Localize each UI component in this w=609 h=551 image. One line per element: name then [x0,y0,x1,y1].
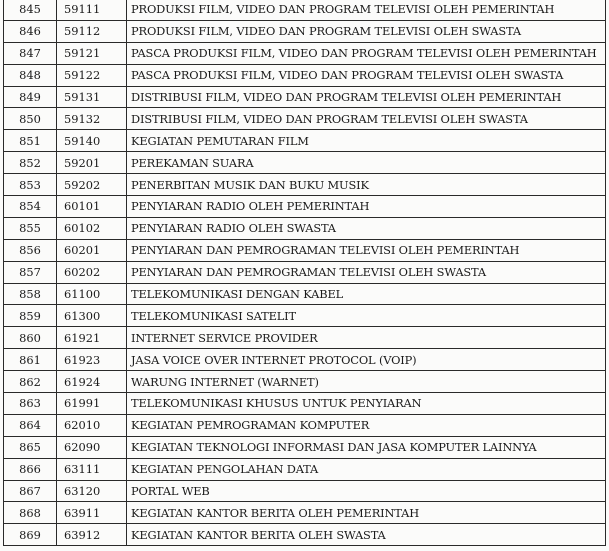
kbli-code-cell: 61924 [57,371,127,393]
table-row [4,458,606,480]
table-row [4,239,606,261]
row-number-cell: 851 [4,130,57,152]
table-row [4,414,606,436]
activity-description-cell: PENYIARAN DAN PEMROGRAMAN TELEVISI OLEH SWASTA [127,261,606,283]
table-row [4,86,606,108]
kbli-code-cell: 59121 [57,42,127,64]
kbli-code-cell: 60201 [57,239,127,261]
kbli-code-cell: 63912 [57,524,127,546]
row-number-cell: 849 [4,86,57,108]
kbli-code-cell: 59202 [57,174,127,196]
row-number-cell: 862 [4,371,57,393]
kbli-code-cell: 60202 [57,261,127,283]
table-row [4,283,606,305]
row-number-cell: 860 [4,327,57,349]
activity-description-cell: TELEKOMUNIKASI DENGAN KABEL [127,283,606,305]
table-row [4,174,606,196]
activity-description-cell: TELEKOMUNIKASI SATELIT [127,305,606,327]
activity-description-cell: PENERBITAN MUSIK DAN BUKU MUSIK [127,174,606,196]
table-row [4,0,606,20]
activity-description-cell: PENYIARAN DAN PEMROGRAMAN TELEVISI OLEH PEMERINTAH [127,239,606,261]
row-number-cell: 858 [4,283,57,305]
kbli-code-cell: 59201 [57,152,127,174]
row-number-cell: 869 [4,524,57,546]
table-row [4,305,606,327]
kbli-code-cell: 61991 [57,393,127,415]
row-number-cell: 856 [4,239,57,261]
activity-description-cell: DISTRIBUSI FILM, VIDEO DAN PROGRAM TELEVISI OLEH SWASTA [127,108,606,130]
row-number-cell: 861 [4,349,57,371]
row-number-cell: 846 [4,20,57,42]
row-number-cell: 850 [4,108,57,130]
row-number-cell: 848 [4,64,57,86]
table-row [4,152,606,174]
row-number-cell: 863 [4,393,57,415]
activity-description-cell: PASCA PRODUKSI FILM, VIDEO DAN PROGRAM TELEVISI OLEH PEMERINTAH [127,42,606,64]
row-number-cell: 865 [4,436,57,458]
activity-description-cell: PEREKAMAN SUARA [127,152,606,174]
table-row [4,196,606,218]
activity-description-cell: INTERNET SERVICE PROVIDER [127,327,606,349]
row-number-cell: 867 [4,480,57,502]
table-row [4,393,606,415]
activity-description-cell: TELEKOMUNIKASI KHUSUS UNTUK PENYIARAN [127,393,606,415]
activity-description-cell: WARUNG INTERNET (WARNET) [127,371,606,393]
kbli-table [3,0,606,546]
activity-description-cell: PASCA PRODUKSI FILM, VIDEO DAN PROGRAM TELEVISI OLEH SWASTA [127,64,606,86]
kbli-code-cell: 59140 [57,130,127,152]
activity-description-cell: PRODUKSI FILM, VIDEO DAN PROGRAM TELEVISI OLEH PEMERINTAH [127,0,606,20]
kbli-code-cell: 60101 [57,196,127,218]
kbli-code-cell: 60102 [57,217,127,239]
kbli-code-cell: 63111 [57,458,127,480]
table-row [4,349,606,371]
activity-description-cell: PRODUKSI FILM, VIDEO DAN PROGRAM TELEVISI OLEH SWASTA [127,20,606,42]
row-number-cell: 866 [4,458,57,480]
activity-description-cell: KEGIATAN TEKNOLOGI INFORMASI DAN JASA KOMPUTER LAINNYA [127,436,606,458]
row-number-cell: 864 [4,414,57,436]
table-row [4,42,606,64]
kbli-code-cell: 62090 [57,436,127,458]
kbli-code-cell: 59122 [57,64,127,86]
kbli-code-cell: 59132 [57,108,127,130]
row-number-cell: 859 [4,305,57,327]
row-number-cell: 853 [4,174,57,196]
activity-description-cell: PORTAL WEB [127,480,606,502]
table-row [4,436,606,458]
row-number-cell: 855 [4,217,57,239]
kbli-table-body [4,0,606,546]
table-row [4,261,606,283]
table-row [4,108,606,130]
table-row [4,327,606,349]
row-number-cell: 847 [4,42,57,64]
row-number-cell: 852 [4,152,57,174]
table-row [4,524,606,546]
row-number-cell: 857 [4,261,57,283]
activity-description-cell: PENYIARAN RADIO OLEH PEMERINTAH [127,196,606,218]
kbli-code-cell: 62010 [57,414,127,436]
kbli-code-cell: 63120 [57,480,127,502]
table-row [4,130,606,152]
activity-description-cell: KEGIATAN KANTOR BERITA OLEH PEMERINTAH [127,502,606,524]
table-row [4,217,606,239]
kbli-code-cell: 61100 [57,283,127,305]
table-row [4,64,606,86]
row-number-cell: 845 [4,0,57,20]
activity-description-cell: JASA VOICE OVER INTERNET PROTOCOL (VOIP) [127,349,606,371]
kbli-code-cell: 61921 [57,327,127,349]
kbli-code-cell: 59131 [57,86,127,108]
activity-description-cell: KEGIATAN PEMUTARAN FILM [127,130,606,152]
activity-description-cell: PENYIARAN RADIO OLEH SWASTA [127,217,606,239]
kbli-code-cell: 63911 [57,502,127,524]
kbli-code-cell: 61300 [57,305,127,327]
row-number-cell: 868 [4,502,57,524]
activity-description-cell: DISTRIBUSI FILM, VIDEO DAN PROGRAM TELEVISI OLEH PEMERINTAH [127,86,606,108]
table-row [4,502,606,524]
row-number-cell: 854 [4,196,57,218]
kbli-code-cell: 59111 [57,0,127,20]
table-row [4,480,606,502]
activity-description-cell: KEGIATAN KANTOR BERITA OLEH SWASTA [127,524,606,546]
kbli-code-cell: 59112 [57,20,127,42]
kbli-code-cell: 61923 [57,349,127,371]
table-row [4,371,606,393]
activity-description-cell: KEGIATAN PENGOLAHAN DATA [127,458,606,480]
activity-description-cell: KEGIATAN PEMROGRAMAN KOMPUTER [127,414,606,436]
table-row [4,20,606,42]
